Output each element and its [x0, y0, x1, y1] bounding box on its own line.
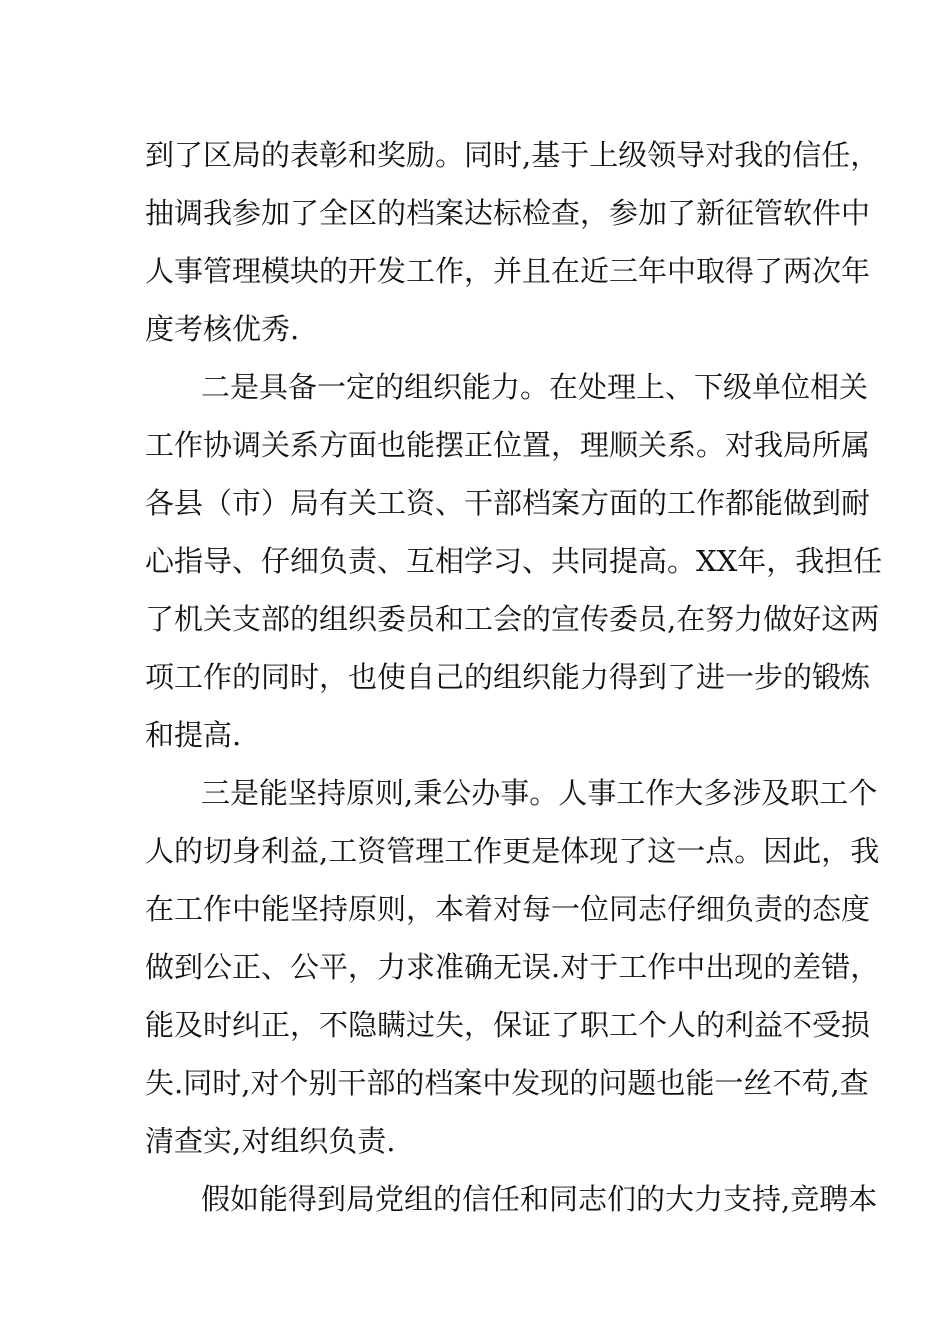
text-line: 了机关支部的组织委员和工会的宣传委员,在努力做好这两: [145, 602, 880, 636]
text-line: 工作协调关系方面也能摆正位置，理顺关系。对我局所属: [145, 428, 871, 462]
text-line: 各县（市）局有关工资、干部档案方面的工作都能做到耐: [145, 486, 871, 520]
paragraph-first-line: 假如能得到局党组的信任和同志们的大力支持,竞聘本: [201, 1182, 878, 1216]
text-line: 到了区局的表彰和奖励。同时,基于上级领导对我的信任，: [145, 138, 880, 172]
text-line: 人事管理模块的开发工作，并且在近三年中取得了两次年: [145, 254, 871, 288]
text-line: 清查实,对组织负责.: [145, 1124, 396, 1158]
text-line: 失.同时,对个别干部的档案中发现的问题也能一丝不苟,查: [145, 1066, 869, 1100]
text-line: 项工作的同时，也使自己的组织能力得到了进一步的锻炼: [145, 660, 871, 694]
text-line: 做到公正、公平，力求准确无误.对于工作中出现的差错，: [145, 950, 880, 984]
text-line: 人的切身利益,工资管理工作更是体现了这一点。因此，我: [145, 834, 880, 868]
paragraph-first-line: 三是能坚持原则,秉公办事。人事工作大多涉及职工个: [201, 776, 878, 810]
text-line: 能及时纠正，不隐瞒过失，保证了职工个人的利益不受损: [145, 1008, 871, 1042]
paragraph-first-line: 二是具备一定的组织能力。在处理上、下级单位相关: [201, 370, 869, 404]
document-body: [145, 126, 883, 1228]
text-line: 心指导、仔细负责、互相学习、共同提高。XX年，我担任: [145, 544, 883, 578]
text-line: 在工作中能坚持原则，本着对每一位同志仔细负责的态度: [145, 892, 871, 926]
text-line: 和提高.: [145, 718, 242, 752]
text-line: 度考核优秀.: [145, 312, 300, 346]
text-line: 抽调我参加了全区的档案达标检查，参加了新征管软件中: [145, 196, 871, 230]
